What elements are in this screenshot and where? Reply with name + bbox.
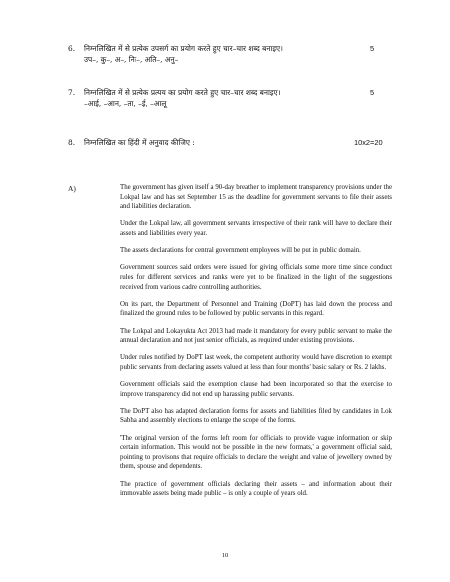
question-marks: 5: [370, 88, 375, 97]
question-number: 8.: [68, 138, 76, 147]
page-number: 10: [221, 552, 229, 559]
passage-paragraph: Under rules notified by DoPT last week, the competent authority would have discretion to exempt public servants from declaring assets valued at less than four months' basic salary or Rs. 2 lakhs.: [120, 354, 392, 371]
passage-paragraph: Government officials said the exemption clause had been incorporated so that the exercise to improve transparency did not end up harassing public servants.: [120, 381, 392, 398]
passage-paragraph: The assets declarations for central government employees will be put in public domain.: [120, 247, 361, 255]
question-line: निम्नलिखित में से प्रत्येक प्रत्यय का प्रयोग करते हुए चार–चार शब्द बनाइए।: [84, 88, 281, 97]
question-marks: 10x2=20: [354, 138, 383, 147]
passage-paragraph: The Lokpal and Lokayukta Act 2013 had made it mandatory for every public servant to make the annual declaration and not just senior officials, as required under existing provisions.: [120, 327, 392, 345]
question-line: उप–, कु–, अ–, निः–, अति–, अनु–: [84, 54, 179, 64]
passage-paragraph: The DoPT also has adapted declaration forms for assets and liabilities filed by candidates in Lok Sabha and assembly elections to enlarge the scope of the forms.: [120, 407, 392, 425]
question-line: निम्नलिखित में से प्रत्येक उपसर्ग का प्रयोग करते हुए चार–चार शब्द बनाइए।: [84, 44, 283, 53]
passage-paragraph: Government sources said orders were issued for giving officials some more time since conduct rules for different services and ranks were yet to be finalized in the light of the suggestions received from various cadre controlling authorities.: [120, 264, 392, 291]
passage-paragraph: 'The original version of the forms left room for officials to provide vague information or skip certain information. This would not be possible in the new formats,' a government official said, pointing to provisons that require officials to declare the weight and value of jewellery owned by them, spouse and dependents.: [120, 434, 392, 471]
question-text: [84, 44, 384, 65]
question-text: [84, 138, 384, 149]
question-line: निम्नलिखित का हिंदी में अनुवाद कीजिए :: [84, 138, 195, 147]
question-text: [84, 88, 384, 109]
section-label: A): [68, 184, 76, 193]
passage-paragraph: Under the Lokpal law, all government servants irrespective of their rank will have to declare their assets and liabilities every year.: [120, 220, 392, 237]
question-marks: 5: [370, 44, 375, 53]
translation-passage: [120, 183, 392, 506]
question-number: 6.: [68, 44, 76, 53]
question-number: 7.: [68, 88, 76, 97]
passage-paragraph: The practice of government officials declaring their assets – and information about their immovable assets being made public – is only a couple of years old.: [120, 480, 392, 498]
passage-paragraph: On its part, the Department of Personnel and Training (DoPT) has laid down the process and finalized the ground rules to be followed by public servants in this regard.: [120, 300, 392, 318]
question-line: –आई, –आन, –ता, –ई, –आलू: [84, 98, 167, 108]
passage-paragraph: The government has given itself a 90-day breather to implement transparency provisions under the Lokpal law and has set September 15 as the deadline for government servants to file their assets and liabilities declaration.: [120, 184, 392, 211]
